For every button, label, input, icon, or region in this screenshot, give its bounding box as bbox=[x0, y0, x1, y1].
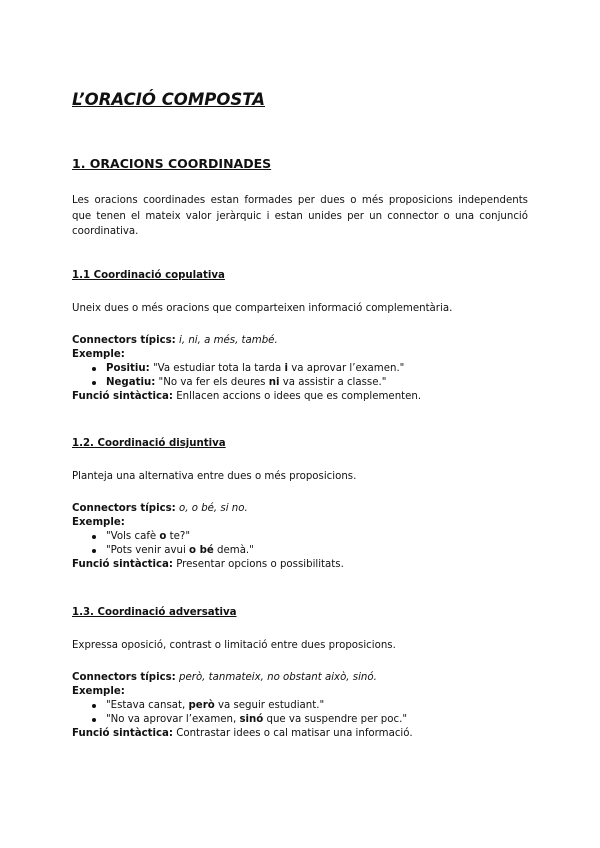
list-item bbox=[72, 713, 528, 727]
subsection-heading: 1.3. Coordinació adversativa bbox=[72, 607, 237, 618]
document-title: L’ORACIÓ COMPOSTA bbox=[72, 90, 265, 109]
function-label: Funció sintàctica: bbox=[72, 391, 173, 402]
function-text: Presentar opcions o possibilitats. bbox=[172, 559, 344, 570]
function-line bbox=[72, 558, 528, 572]
example-text-pre: "Vols cafè bbox=[106, 531, 160, 542]
example-text-post: te?" bbox=[166, 531, 191, 542]
section-intro: Les oracions coordinades estan formades per dues o més proposicions independents que tenen el mateix valor jeràrquic i estan unides per un connector o una conjunció coordinativa. bbox=[72, 195, 528, 237]
example-text-pre: "No va fer els deures bbox=[155, 377, 269, 388]
connectors-line bbox=[72, 502, 528, 516]
example-text-pre: "Estava cansat, bbox=[106, 700, 189, 711]
list-item bbox=[72, 544, 528, 558]
example-connector: o bbox=[159, 531, 167, 542]
subsection-copulativa bbox=[72, 269, 528, 404]
example-tag: Positiu: bbox=[106, 363, 150, 374]
connectors-list: però, tanmateix, no obstant això, sinó. bbox=[179, 672, 377, 683]
section-heading-coordinades: 1. ORACIONS COORDINADES bbox=[72, 156, 272, 171]
example-label: Exemple: bbox=[72, 349, 125, 360]
example-connector: sinó bbox=[239, 714, 264, 725]
subsection-disjuntiva bbox=[72, 437, 528, 572]
subsection-heading: 1.2. Coordinació disjuntiva bbox=[72, 438, 226, 449]
example-connector: ni bbox=[268, 377, 280, 388]
function-text: Enllacen accions o idees que es complementen. bbox=[172, 391, 422, 402]
function-line bbox=[72, 727, 528, 741]
example-text-post: va assistir a classe." bbox=[279, 377, 387, 388]
example-list bbox=[72, 530, 528, 558]
example-connector: i bbox=[284, 363, 289, 374]
example-text-pre: "Pots venir avui bbox=[106, 545, 190, 556]
list-item bbox=[72, 530, 528, 544]
example-text-post: va aprovar l’examen." bbox=[288, 363, 405, 374]
function-label: Funció sintàctica: bbox=[72, 559, 173, 570]
example-text-post: va seguir estudiant." bbox=[214, 700, 325, 711]
subsection-heading: 1.1 Coordinació copulativa bbox=[72, 270, 225, 281]
function-line bbox=[72, 390, 528, 404]
example-list bbox=[72, 699, 528, 727]
list-item bbox=[72, 376, 528, 390]
connectors-label: Connectors típics: bbox=[72, 672, 176, 683]
connectors-label: Connectors típics: bbox=[72, 335, 176, 346]
connectors-list: o, o bé, si no. bbox=[179, 503, 248, 514]
function-label: Funció sintàctica: bbox=[72, 728, 173, 739]
list-item bbox=[72, 699, 528, 713]
connectors-line bbox=[72, 671, 528, 685]
example-text-pre: "No va aprovar l’examen, bbox=[106, 714, 240, 725]
function-text: Contrastar idees o cal matisar una informació. bbox=[172, 728, 413, 739]
subsection-description: Planteja una alternativa entre dues o més proposicions. bbox=[72, 471, 357, 482]
example-text-post: que va suspendre per poc." bbox=[263, 714, 408, 725]
example-connector: però bbox=[188, 700, 215, 711]
example-connector: o bé bbox=[189, 545, 214, 556]
connectors-line bbox=[72, 334, 528, 348]
list-item bbox=[72, 362, 528, 376]
example-text-post: demà." bbox=[213, 545, 254, 556]
connectors-list: i, ni, a més, també. bbox=[179, 335, 278, 346]
connectors-label: Connectors típics: bbox=[72, 503, 176, 514]
example-label: Exemple: bbox=[72, 686, 125, 697]
example-label: Exemple: bbox=[72, 517, 125, 528]
subsection-adversativa bbox=[72, 606, 528, 741]
subsection-description: Uneix dues o més oracions que comparteixen informació complementària. bbox=[72, 303, 453, 314]
example-tag: Negatiu: bbox=[106, 377, 156, 388]
example-list bbox=[72, 362, 528, 390]
subsection-description: Expressa oposició, contrast o limitació entre dues proposicions. bbox=[72, 640, 396, 651]
example-text-pre: "Va estudiar tota la tarda bbox=[149, 363, 285, 374]
